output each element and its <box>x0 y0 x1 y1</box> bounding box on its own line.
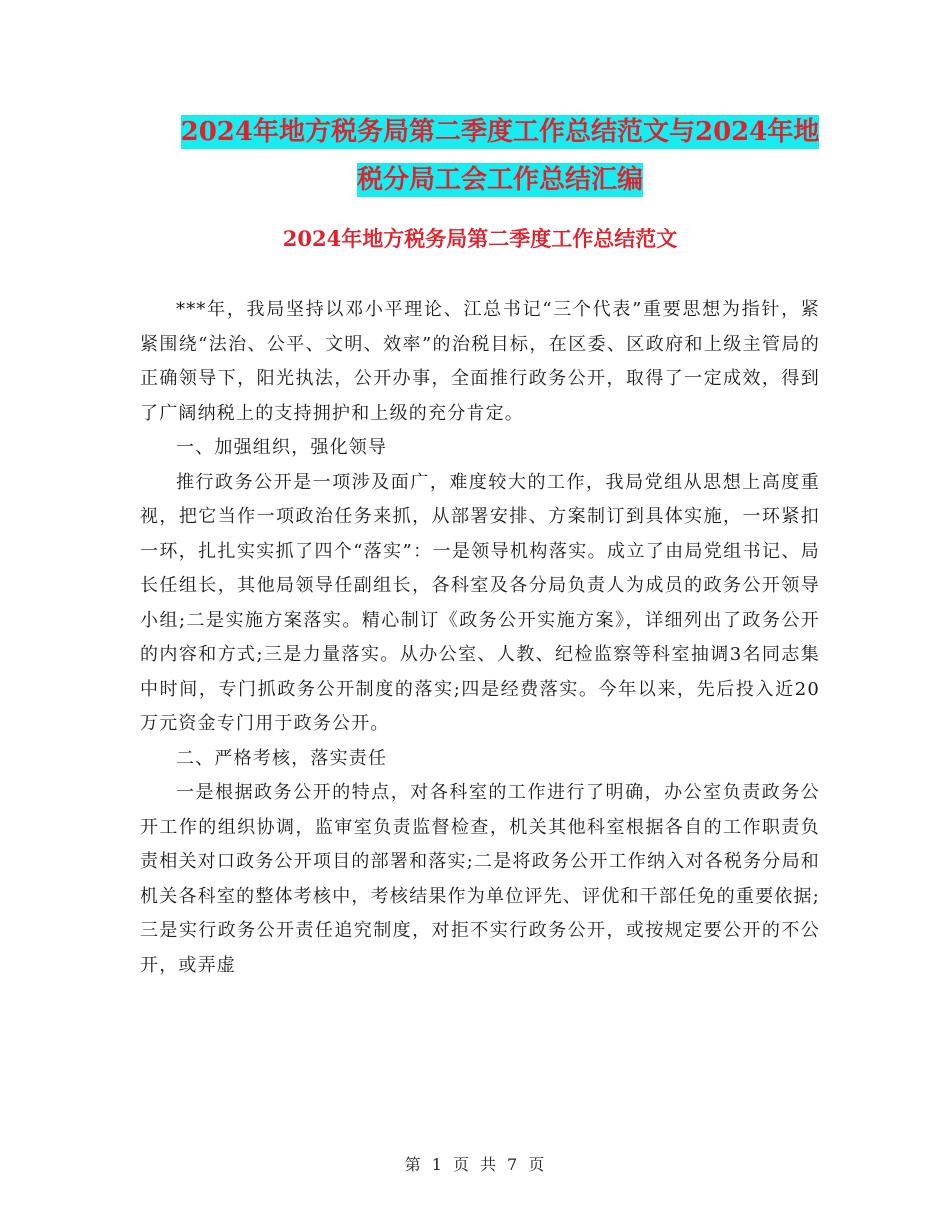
footer-word-page-unit-2: 页 <box>528 1155 546 1174</box>
section-title: 2024年地方税务局第二季度工作总结范文 <box>282 226 678 251</box>
paragraph-intro: ***年，我局坚持以邓小平理论、江总书记“三个代表”重要思想为指针，紧紧围绕“法治、公平、文明、效率”的治税目标，在区委、区政府和上级主管局的正确领导下，阳光执法，公开办事，全面推行政务公开，取得了一定成效，得到了广阔纳税上的支持拥护和上级的充分肯定。 <box>140 299 820 424</box>
footer-word-page: 第 <box>404 1155 422 1174</box>
paragraph-organization: 推行政务公开是一项涉及面广，难度较大的工作，我局党组从思想上高度重视，把它当作一项政治任务来抓，从部署安排、方案制订到具体实施，一环紧扣一环，扎扎实实抓了四个“落实”：一是领导机构落实。成立了由局党组书记、局长任组长，其他局领导任副组长，各科室及各分局负责人为成员的政务公开领导小组;二是实施方案落实。精心制订《政务公开实施方案》，详细列出了政务公开的内容和方式;三是力量落实。从办公室、人教、纪检监察等科室抽调3名同志集中时间，专门抓政务公开制度的落实;四是经费落实。今年以来，先后投入近20万元资金专门用于政务公开。 <box>140 471 820 734</box>
footer-word-total: 共 <box>480 1155 498 1174</box>
page-footer <box>0 1153 950 1177</box>
footer-page-number: 1 <box>431 1155 443 1174</box>
document-title-line-2: 税分局工会工作总结汇编 <box>356 165 643 195</box>
heading-strict-assessment: 二、严格考核，落实责任 <box>176 747 388 769</box>
document-body <box>140 293 820 983</box>
footer-word-page-unit: 页 <box>452 1155 470 1174</box>
heading-strengthen-organization: 一、加强组织，强化领导 <box>176 437 388 458</box>
document-title <box>120 108 880 204</box>
paragraph-assessment: 一是根据政务公开的特点，对各科室的工作进行了明确，办公室负责政务公开工作的组织协调，监审室负责监督检查，机关其他科室根据各自的工作职责负责相关对口政务公开项目的部署和落实;二是将政务公开工作纳入对各税务分局和机关各科室的整体考核中，考核结果作为单位评先、评优和干部任免的重要依据;三是实行政务公开责任追究制度，对拒不实行政务公开，或按规定要公开的不公开，或弄虚 <box>140 782 820 976</box>
document-title-line-1: 2024年地方税务局第二季度工作总结范文与2024年地 <box>180 117 820 147</box>
footer-total-pages: 7 <box>507 1155 519 1174</box>
